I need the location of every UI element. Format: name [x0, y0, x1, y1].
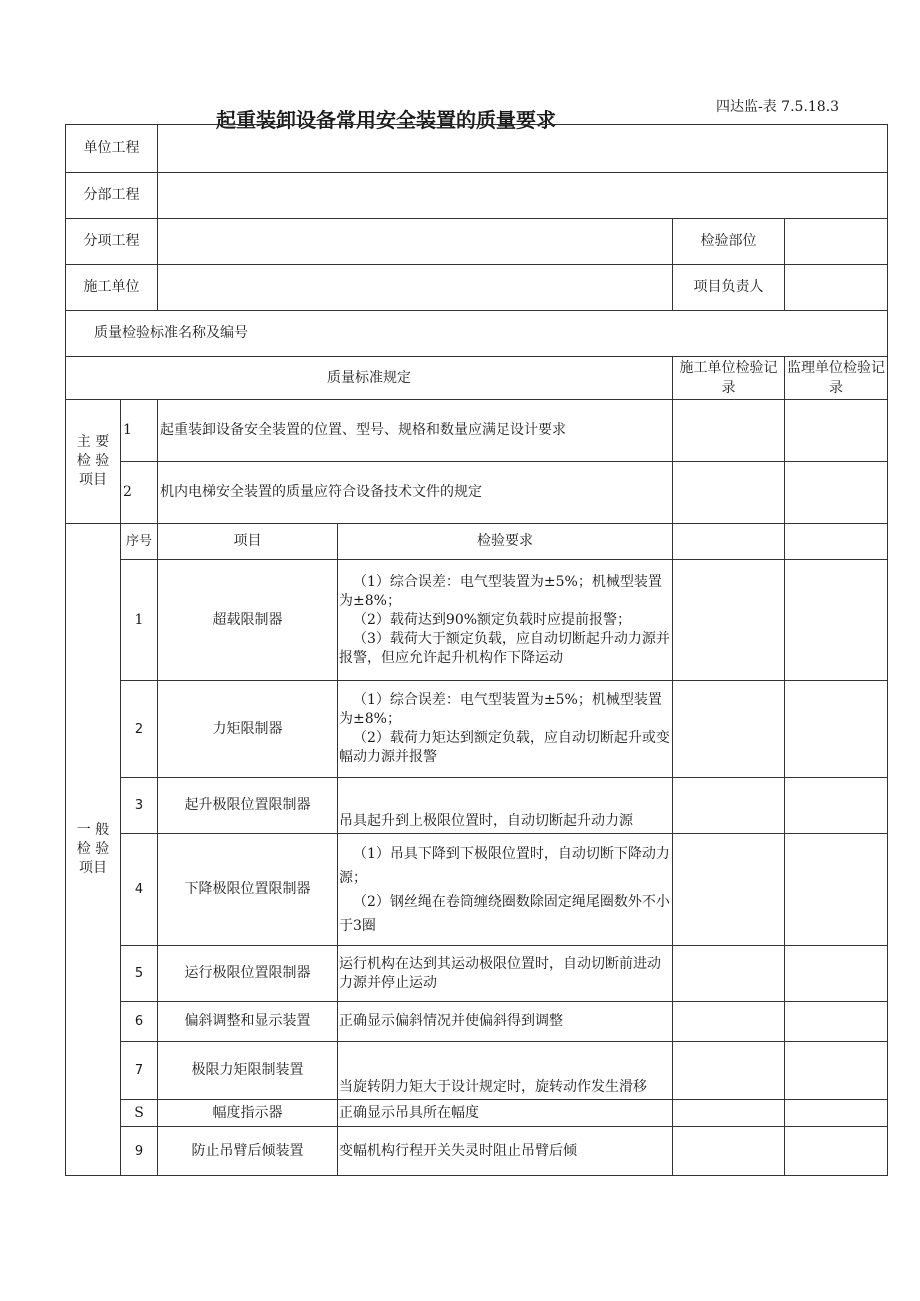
general-item-requirement: 当旋转阴力矩大于设计规定时，旋转动作发生滑移 [338, 1042, 673, 1100]
supervision-record-cell[interactable] [785, 1002, 888, 1042]
item-header: 项目 [158, 524, 338, 560]
general-item-name: 防止吊臂后倾装置 [158, 1127, 338, 1176]
general-item-name: 偏斜调整和显示装置 [158, 1002, 338, 1042]
division-project-label: 分部工程 [66, 173, 158, 219]
general-item-row [66, 1002, 888, 1042]
general-item-number: 3 [121, 778, 158, 834]
general-item-requirement: 变幅机构行程开关失灵时阻止吊臂后倾 [338, 1127, 673, 1176]
page-title: 起重装卸设备常用安全装置的质量要求 [216, 108, 556, 132]
general-item-requirement: （1）综合误差：电气型装置为±5%；机械型装置为±8%； （2）载荷达到90%额定负载时应提前报警； （3）载荷大于额定负载，应自动切断起升动力源并报警，但应允许起升机构作下降运动 [338, 560, 673, 681]
main-item-text: 起重装卸设备安全装置的位置、型号、规格和数量应满足设计要求 [158, 400, 673, 462]
general-item-requirement: 正确显示吊具所在幅度 [338, 1100, 673, 1127]
general-item-requirement: （1）综合误差：电气型装置为±5%；机械型装置为±8%； （2）载荷力矩达到额定负载，应自动切断起升或变幅动力源并报警 [338, 681, 673, 778]
general-item-number: 7 [121, 1042, 158, 1100]
general-item-requirement: （1）吊具下降到下极限位置时，自动切断下降动力源； （2）钢丝绳在卷筒缠绕圈数除固定绳尾圈数外不小于3圈 [338, 834, 673, 946]
construction-record-header: 施工单位检验记录 [673, 357, 785, 400]
inspection-form-table [65, 124, 888, 1176]
construction-record-cell[interactable] [673, 560, 785, 681]
general-item-number: 9 [121, 1127, 158, 1176]
construction-unit-value[interactable] [158, 265, 673, 311]
general-item-name: 运行极限位置限制器 [158, 946, 338, 1002]
general-item-row [66, 1042, 888, 1100]
column-header-row [66, 357, 888, 400]
construction-record-cell[interactable] [673, 400, 785, 462]
supervision-record-cell[interactable] [785, 1100, 888, 1127]
inspection-location-label: 检验部位 [673, 219, 785, 265]
general-item-number: 1 [121, 560, 158, 681]
general-item-row [66, 946, 888, 1002]
standard-name-row [66, 311, 888, 357]
general-item-name: 超载限制器 [158, 560, 338, 681]
general-item-number: 4 [121, 834, 158, 946]
main-item-text: 机内电梯安全装置的质量应符合设备技术文件的规定 [158, 462, 673, 524]
inspection-location-value[interactable] [785, 219, 888, 265]
construction-record-cell[interactable] [673, 834, 785, 946]
general-item-number: 5 [121, 946, 158, 1002]
standard-name-label: 质量检验标准名称及编号 [66, 311, 888, 357]
construction-record-cell[interactable] [673, 462, 785, 524]
main-item-row [66, 462, 888, 524]
supervision-record-cell[interactable] [785, 681, 888, 778]
project-manager-value[interactable] [785, 265, 888, 311]
main-item-number: 2 [121, 462, 158, 524]
form-code: 四达监-表 7.5.18.3 [716, 99, 840, 115]
division-project-value[interactable] [158, 173, 888, 219]
general-items-label: 一 般 检 验 项目 [66, 524, 121, 1176]
construction-record-cell[interactable] [673, 1100, 785, 1127]
supervision-record-cell[interactable] [785, 778, 888, 834]
division-project-row [66, 173, 888, 219]
unit-project-row [66, 125, 888, 173]
supervision-record-cell[interactable] [785, 1042, 888, 1100]
construction-record-cell[interactable] [673, 681, 785, 778]
supervision-record-cell[interactable] [785, 946, 888, 1002]
supervision-record-cell[interactable] [785, 834, 888, 946]
general-item-name: 力矩限制器 [158, 681, 338, 778]
subitem-project-value[interactable] [158, 219, 673, 265]
supervision-record-cell[interactable] [785, 524, 888, 560]
general-item-number: S [121, 1100, 158, 1127]
general-item-name: 起升极限位置限制器 [158, 778, 338, 834]
main-item-number: 1 [121, 400, 158, 462]
general-item-row [66, 1127, 888, 1176]
general-item-requirement: 运行机构在达到其运动极限位置时，自动切断前进动力源并停止运动 [338, 946, 673, 1002]
general-item-row [66, 778, 888, 834]
construction-record-cell[interactable] [673, 778, 785, 834]
supervision-record-cell[interactable] [785, 1127, 888, 1176]
subitem-project-label: 分项工程 [66, 219, 158, 265]
construction-record-cell[interactable] [673, 1002, 785, 1042]
unit-project-value[interactable] [158, 125, 888, 173]
project-manager-label: 项目负责人 [673, 265, 785, 311]
construction-record-cell[interactable] [673, 524, 785, 560]
supervision-record-cell[interactable] [785, 560, 888, 681]
construction-record-cell[interactable] [673, 1127, 785, 1176]
general-item-number: 2 [121, 681, 158, 778]
general-item-row [66, 1100, 888, 1127]
main-items-label: 主 要 检 验 项目 [66, 400, 121, 524]
supervision-record-cell[interactable] [785, 462, 888, 524]
general-header-row [66, 524, 888, 560]
general-item-requirement: 正确显示偏斜情况并使偏斜得到调整 [338, 1002, 673, 1042]
general-item-number: 6 [121, 1002, 158, 1042]
general-item-name: 幅度指示器 [158, 1100, 338, 1127]
requirement-header: 检验要求 [338, 524, 673, 560]
supervision-record-cell[interactable] [785, 400, 888, 462]
construction-record-cell[interactable] [673, 946, 785, 1002]
construction-record-cell[interactable] [673, 1042, 785, 1100]
general-item-name: 极限力矩限制装置 [158, 1042, 338, 1100]
seq-header: 序号 [121, 524, 158, 560]
general-item-row [66, 681, 888, 778]
quality-standard-header: 质量标准规定 [66, 357, 673, 400]
supervision-record-header: 监理单位检验记录 [785, 357, 888, 400]
general-item-row [66, 834, 888, 946]
construction-unit-label: 施工单位 [66, 265, 158, 311]
construction-unit-row [66, 265, 888, 311]
unit-project-label: 单位工程 [66, 125, 158, 173]
subitem-project-row [66, 219, 888, 265]
main-item-row [66, 400, 888, 462]
general-item-name: 下降极限位置限制器 [158, 834, 338, 946]
general-item-requirement: 吊具起升到上极限位置时，自动切断起升动力源 [338, 778, 673, 834]
general-item-row [66, 560, 888, 681]
